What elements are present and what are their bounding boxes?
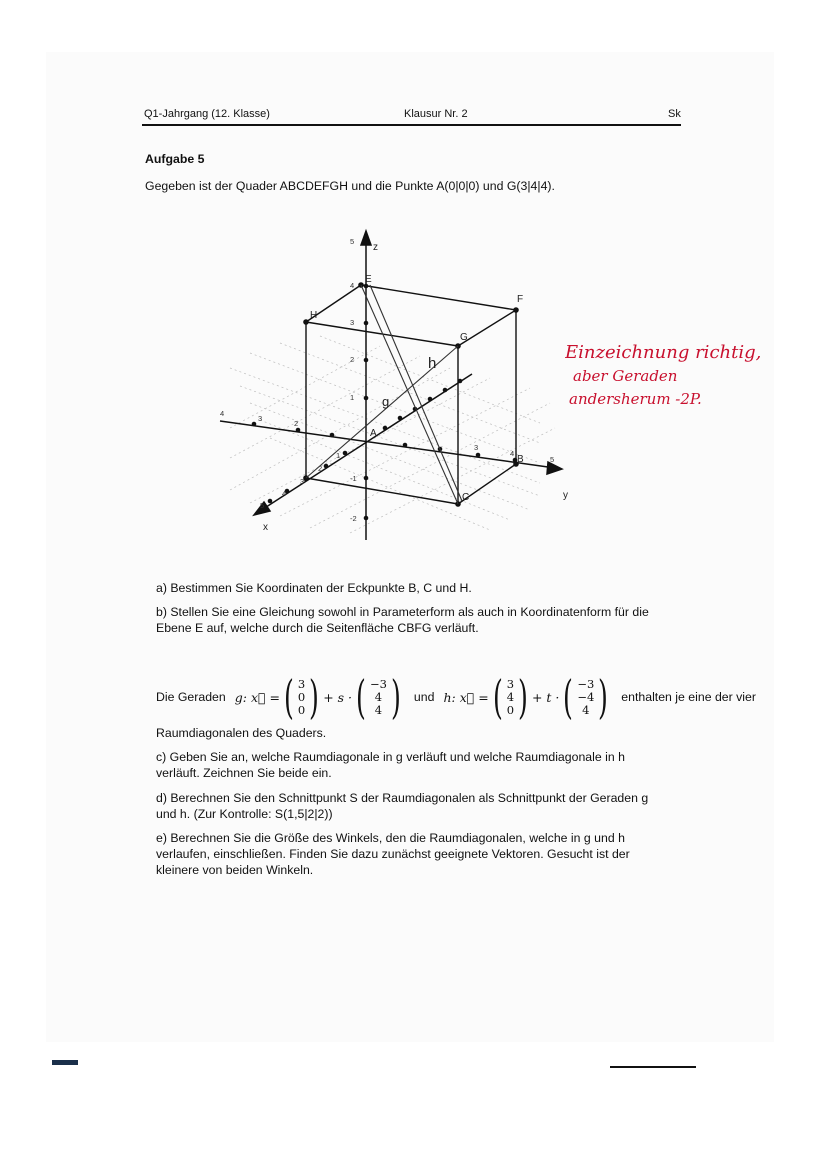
left-tick-3: 3 [258,414,263,423]
x-tick-2: 2 [318,464,323,473]
equations-und: und [413,690,435,704]
edge-DC [306,478,458,504]
signature-line [610,1066,696,1068]
header-rule [142,124,681,126]
part-a: a) Bestimmen Sie Koordinaten der Eckpunkte B, C und H. [156,581,472,595]
header-course: Q1-Jahrgang (12. Klasse) [144,108,270,120]
cuboid-figure [210,228,580,548]
equations-continuation: Raumdiagonalen des Quaders. [156,726,327,740]
scan-mark-left [52,1060,78,1065]
left-tick-2: 2 [294,419,299,428]
edge-EF [361,285,516,310]
part-c-line-1: c) Geben Sie an, welche Raumdiagonale in g verläuft und welche Raumdiagonale in h [156,750,625,764]
z-tick-5: 5 [350,237,355,246]
line-h-lhs: h: x⃗ = [443,689,489,705]
part-e-line-3: kleinere von beiden Winkeln. [156,863,314,877]
header-initials: Sk [668,108,681,120]
x-tick-3: 3 [300,477,305,486]
y-axis-label: y [563,490,568,501]
z-tick-2: 2 [350,355,355,364]
axes [220,231,562,540]
y-tick-4: 4 [510,449,515,458]
vertex-f-label: F [517,294,524,305]
header-exam: Klausur Nr. 2 [404,108,468,120]
left-tick-4: 4 [220,409,225,418]
line-g-param: + s · [323,689,353,705]
grid-plane [230,336,555,533]
diagonal-h-b [370,285,462,501]
part-e-line-2: verlaufen, einschließen. Finden Sie dazu zunächst geeignete Vektoren. Gesucht ist der [156,847,630,861]
x-tick-4: 4 [282,489,287,498]
z-tick-3: 3 [350,318,355,327]
vertex-c-label: C [462,492,470,503]
edge-GH [306,322,458,346]
part-c-line-2: verläuft. Zeichnen Sie beide ein. [156,766,332,780]
line-g-label: g [382,394,390,409]
x-tick-1: 1 [336,451,341,460]
cuboid-edges [306,285,516,504]
task-intro: Gegeben ist der Quader ABCDEFGH und die Punkte A(0|0|0) und G(3|4|4). [145,179,555,193]
x-tick-5: 5 [260,501,265,510]
part-b-line-2: Ebene E auf, welche durch die Seitenfläche CBFG verläuft. [156,621,479,635]
z-tick-4: 4 [350,281,355,290]
vertex-b-label: B [517,454,524,465]
correction-line-2: aber Geraden [573,367,678,385]
part-d-line-1: d) Berechnen Sie den Schnittpunkt S der Raumdiagonalen als Schnittpunkt der Geraden g [156,791,649,805]
z-tick-neg2: -2 [350,514,357,523]
vertex-h-label: H [310,310,318,321]
vertex-g-label: G [460,332,468,343]
line-equations [156,671,756,723]
z-tick-1: 1 [350,393,355,402]
correction-line-1: Einzeichnung richtig, [565,342,762,363]
vertex-dots [303,282,519,507]
vertex-a-label: A [370,428,377,439]
z-arrow [361,231,371,245]
x-axis-label: x [263,522,268,533]
z-axis-label: z [373,242,378,253]
g-direction-vector: ( −3 4 4 ) [356,670,401,724]
part-d-line-2: und h. (Zur Kontrolle: S(1,5|2|2)) [156,807,333,821]
part-e-line-1: e) Berechnen Sie die Größe des Winkels, den die Raumdiagonalen, welche in g und h [156,831,625,845]
line-h-param: + t · [531,689,560,705]
vertex-e-label: E [365,274,372,285]
y-tick-5: 5 [550,455,555,464]
teacher-correction [565,338,775,413]
diagonal-h-a [361,285,458,504]
h-support-vector: ( 3 4 0 ) [492,670,528,724]
equations-suffix: enthalten je eine der vier [621,690,756,704]
h-direction-vector: ( −3 −4 4 ) [563,670,609,724]
equations-prefix: Die Geraden [156,690,226,704]
line-h-label: h [428,355,437,372]
line-g-lhs: g: x⃗ = [234,689,280,705]
g-support-vector: ( 3 0 0 ) [284,670,320,724]
z-tick-neg1: -1 [350,474,357,483]
part-b-line-1: b) Stellen Sie eine Gleichung sowohl in Parameterform als auch in Koordinatenform für die [156,605,649,619]
y-tick-3: 3 [474,443,479,452]
correction-line-3: andersherum -2P. [569,390,702,408]
task-title: Aufgabe 5 [145,152,205,166]
